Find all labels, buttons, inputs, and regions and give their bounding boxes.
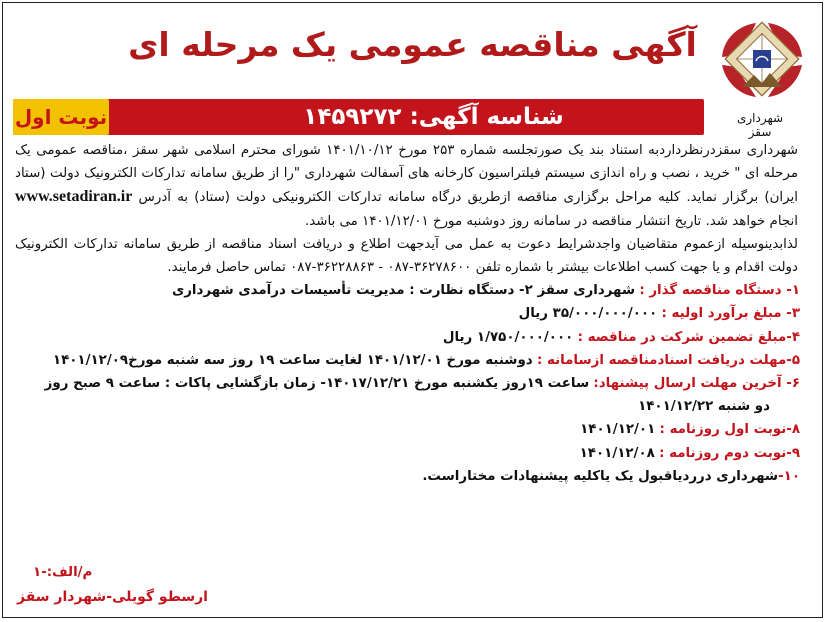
- signer: ارسطو گویلی-شهردار سقز: [17, 589, 208, 605]
- reference-code: م/الف:-۱: [33, 565, 93, 580]
- list-item: ۸-نوبت اول روزنامه : ۱۴۰۱/۱۲/۰۱: [580, 422, 800, 438]
- announcement-frame: [2, 2, 823, 618]
- list-item: ۳- مبلغ برآورد اولیه : ۳۵/۰۰۰/۰۰۰/۰۰۰ ریال: [518, 306, 800, 322]
- details-list: [15, 279, 810, 488]
- list-item: ۴-مبلغ تضمین شرکت در مناقصه : ۱/۷۵۰/۰۰۰/۰۰۰ ریال: [442, 329, 800, 345]
- issue-badge: نوبت اول: [13, 99, 109, 135]
- paragraph-intro-b: انجام خواهد شد. تاریخ انتشار مناقصه در سامانه روز دوشنبه مورخ ۱۴۰۱/۱۲/۰۱ می باشد.: [304, 213, 798, 229]
- setadiran-link[interactable]: www.setadiran.ir: [15, 188, 133, 206]
- municipality-logo: [712, 11, 812, 121]
- list-item: ۱- دستگاه مناقصه گذار : شهرداری سقز ۲- دستگاه نظارت : مدیریت تأسیسات درآمدی شهرداری: [171, 283, 800, 299]
- paragraph-intro: [15, 139, 810, 233]
- list-item: ۱۰-شهرداری درردیاقبول یک یاکلیه پیشنهادات مختاراست.: [422, 468, 800, 484]
- paragraph-intro-a: شهرداری سقزدرنظرداردبه استناد بند یک صورتجلسه شماره ۲۵۳ مورخ ۱۴۰۱/۱۰/۱۲ شورای محترم اسلامی شهر سقز ،مناقصه عمومی یک مرحله ای " خرید ، نصب و راه اندازی سیستم فیلتراسیون کارخانه های آسفالت شهرداری "را از طریق سامانه تدارکات الکترونیک دولت (ستاد ایران) برگزار نماید. کلیه مراحل برگزاری مناقصه ازطریق درگاه سامانه تدارکات الکترونیکی دولت (ستاد) به آدرس: [15, 143, 798, 206]
- announcement-id: شناسه آگهی: ۱۴۵۹۲۷۲: [303, 104, 564, 130]
- announcement-body: [15, 139, 810, 609]
- paragraph-invitation: لذابدینوسیله ازعموم متقاضیان واجدشرایط دعوت به عمل می آیدجهت اطلاع و دریافت اسناد مناقصه از طریق سامانه تدارکات الکترونیک دولت اقدام و یا جهت کسب اطلاعات بیشتر با شماره تلفن ۳۶۲۷۸۶۰۰-۰۸۷ - ۳۶۲۲۸۸۶۳-۰۸۷ تماس حاصل فرمایند.: [15, 236, 798, 276]
- announcement-id-bar: [13, 99, 704, 135]
- logo-caption: شهرداری سقز: [736, 111, 784, 139]
- list-item: ۶- آخرین مهلت ارسال پیشنهاد: ساعت ۱۹روز یکشنبه مورخ ۱۴۰۱۷/۱۲/۲۱- زمان بازگشایی پاکات : ساعت ۹ صبح روز: [44, 376, 800, 392]
- list-item: ۵-مهلت دریافت اسنادمناقصه ازسامانه : دوشنبه مورخ ۱۴۰۱/۱۲/۰۱ لغایت ساعت ۱۹ روز سه شنبه مورخ۱۴۰۱/۱۲/۰۹: [52, 352, 800, 368]
- page-title: آگهی مناقصه عمومی یک مرحله ای: [128, 25, 697, 64]
- list-item-continuation: دو شنبه ۱۴۰۱/۱۲/۲۲: [638, 399, 770, 415]
- list-item: ۹-نوبت دوم روزنامه : ۱۴۰۱/۱۲/۰۸: [579, 445, 800, 461]
